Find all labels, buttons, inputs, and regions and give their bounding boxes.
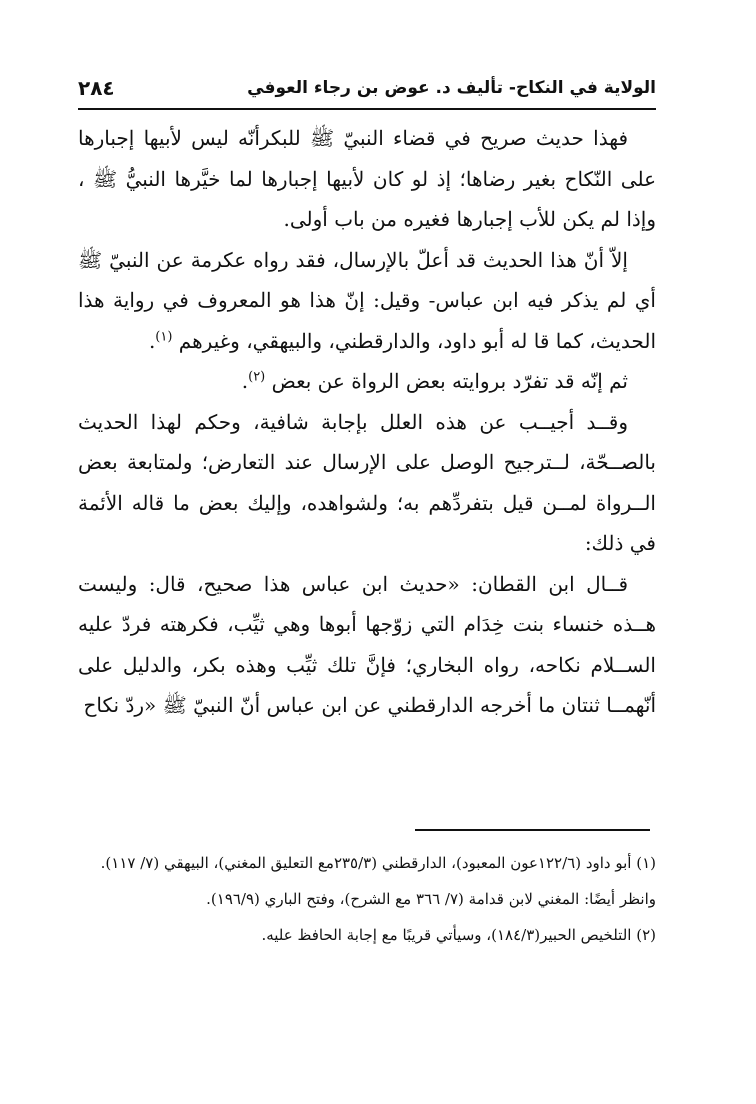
- footnote-separator: [415, 829, 650, 831]
- footnote-1-continued: وانظر أيضًا: المغني لابن قدامة (٧/ ٣٦٦ مع الشرح)، وفتح الباري (١٩٦/٩).: [206, 890, 656, 908]
- main-text: [78, 118, 656, 726]
- running-header: [78, 76, 656, 110]
- paragraph-3-text: ثم إنّه قد تفرّد بروايته بعض الرواة عن بعض: [271, 369, 628, 393]
- footnotes: [78, 845, 656, 953]
- paragraph-2-text: إلاّ أنّ هذا الحديث قد أعلّ بالإرسال، فقد رواه عكرمة عن النبيّ ﷺ أي لم يذكر فيه ابن عباس- وقيل: إنّ هذا هو المعروف في رواية هذا الحديث، كما قا له أبو داود، والدارقطني، والبيهقي، وغيرهم: [78, 247, 656, 353]
- page-number: ٢٨٤: [78, 76, 115, 100]
- paragraph-3-end: .: [241, 369, 249, 393]
- paragraph-3: [78, 361, 656, 402]
- paragraph-1: فهذا حديث صريح في قضاء النبيّ ﷺ للبكرأنّه ليس لأبيها إجبارها على النّكاح بغير رضاها؛ إذ لو كان لأبيها إجبارها لما خيَّرها النبيُّ ﷺ ، وإذا لم يكن للأب إجبارها فغيره من باب أولى.: [78, 126, 657, 231]
- footnote-2: (٢) التلخيص الحبير(١٨٤/٣)، وسيأتي قريبًا مع إجابة الحافظ عليه.: [261, 926, 656, 944]
- paragraph-4: وقــد أجيــب عن هذه العلل بإجابة شافية، وحكم لهذا الحديث بالصــحّة، لــترجيح الوصل على الإرسال عند التعارض؛ ولمتابعة بعض الــرواة لمــن قيل بتفردِّهم به؛ ولشواهده، وإليك بعض ما قاله الأئمة في ذلك:: [78, 409, 656, 555]
- paragraph-2-end: .: [148, 328, 156, 353]
- footnote-ref-1: (١): [155, 328, 173, 344]
- paragraph-5: قــال ابن القطان: «حديث ابن عباس هذا صحيح، قال: وليست هــذه خنساء بنت خِدَام التي زوّجها أبوها وهي ثيِّب، فكرهته فردّ عليه الســلام نكاحه، رواه البخاري؛ فإنَّ تلك ثيِّب وهذه بكر، والدليل على أنّهمــا ثنتان ما أخرجه الدارقطني عن ابن عباس أنّ النبيّ ﷺ «ردّ نكاح: [78, 571, 656, 717]
- footnote-1: (١) أبو داود (١٢٢/٦عون المعبود)، الدارقطني (٢٣٥/٣مع التعليق المغني)، البيهقي (٧/ ١١٧).: [100, 854, 656, 872]
- header-title: الولاية في النكاح- تأليف د. عوض بن رجاء العوفي: [247, 78, 656, 98]
- footnote-ref-2: (٢): [248, 369, 266, 385]
- paragraph-2: [78, 240, 656, 362]
